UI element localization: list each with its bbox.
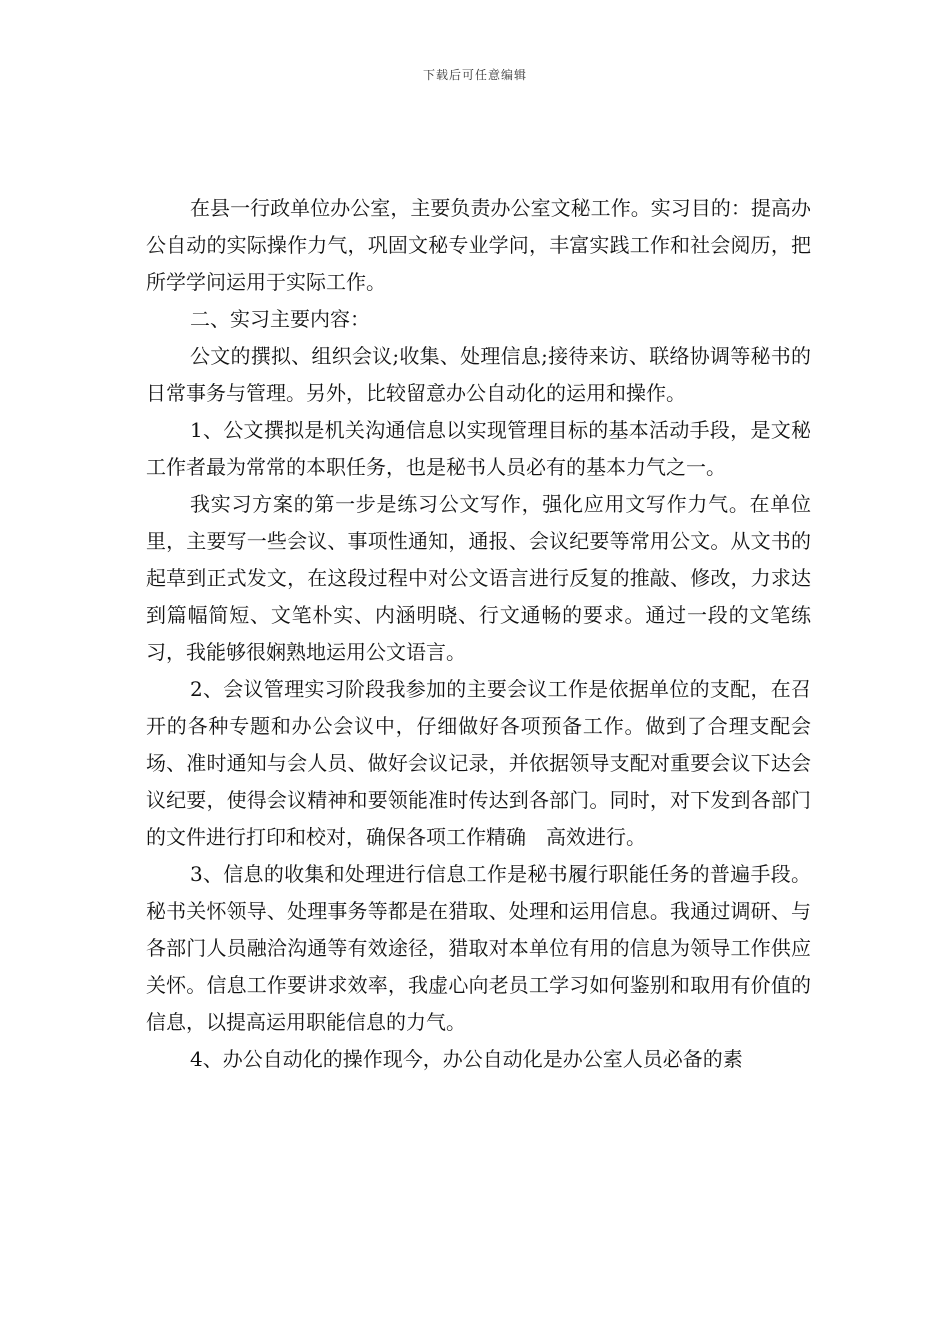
document-body xyxy=(146,190,811,1078)
header-note: 下载后可任意编辑 xyxy=(422,68,527,82)
paragraph-item-4: 4、办公自动化的操作现今，办公自动化是办公室人员必备的素 xyxy=(190,1047,743,1071)
section-heading: 二、实习主要内容： xyxy=(190,307,370,331)
paragraph-item-3: 3、信息的收集和处理进行信息工作是秘书履行职能任务的普遍手段。秘书关怀领导、处理事务等都是在猎取、处理和运用信息。我通过调研、与各部门人员融洽沟通等有效途径，猎取对本单位有用的信息为领导工作供应关怀。信息工作要讲求效率，我虚心向老员工学习如何鉴别和取用有价值的信息，以提高运用职能信息的力气。 xyxy=(146,862,811,1034)
paragraph-intro: 在县一行政单位办公室，主要负责办公室文秘工作。实习目的：提高办公自动的实际操作力气，巩固文秘专业学问，丰富实践工作和社会阅历，把所学学问运用于实际工作。 xyxy=(146,196,811,294)
paragraph-item-1: 1、公文撰拟是机关沟通信息以实现管理目标的基本活动手段，是文秘工作者最为常常的本职任务，也是秘书人员必有的基本力气之一。 xyxy=(146,418,811,479)
paragraph-content-summary: 公文的撰拟、组织会议;收集、处理信息;接待来访、联络协调等秘书的日常事务与管理。另外，比较留意办公自动化的运用和操作。 xyxy=(146,344,811,405)
paragraph-writing-practice: 我实习方案的第一步是练习公文写作，强化应用文写作力气。在单位里，主要写一些会议、事项性通知，通报、会议纪要等常用公文。从文书的起草到正式发文，在这段过程中对公文语言进行反复的推敲、修改，力求达到篇幅简短、文笔朴实、内涵明晓、行文通畅的要求。通过一段的文笔练习，我能够很娴熟地运用公文语言。 xyxy=(146,492,811,664)
paragraph-item-2: 2、会议管理实习阶段我参加的主要会议工作是依据单位的支配，在召开的各种专题和办公会议中，仔细做好各项预备工作。做到了合理支配会场、准时通知与会人员、做好会议记录，并依据领导支配对重要会议下达会议纪要，使得会议精神和要领能准时传达到各部门。同时，对下发到各部门的文件进行打印和校对，确保各项工作精确 高效进行。 xyxy=(146,677,811,849)
